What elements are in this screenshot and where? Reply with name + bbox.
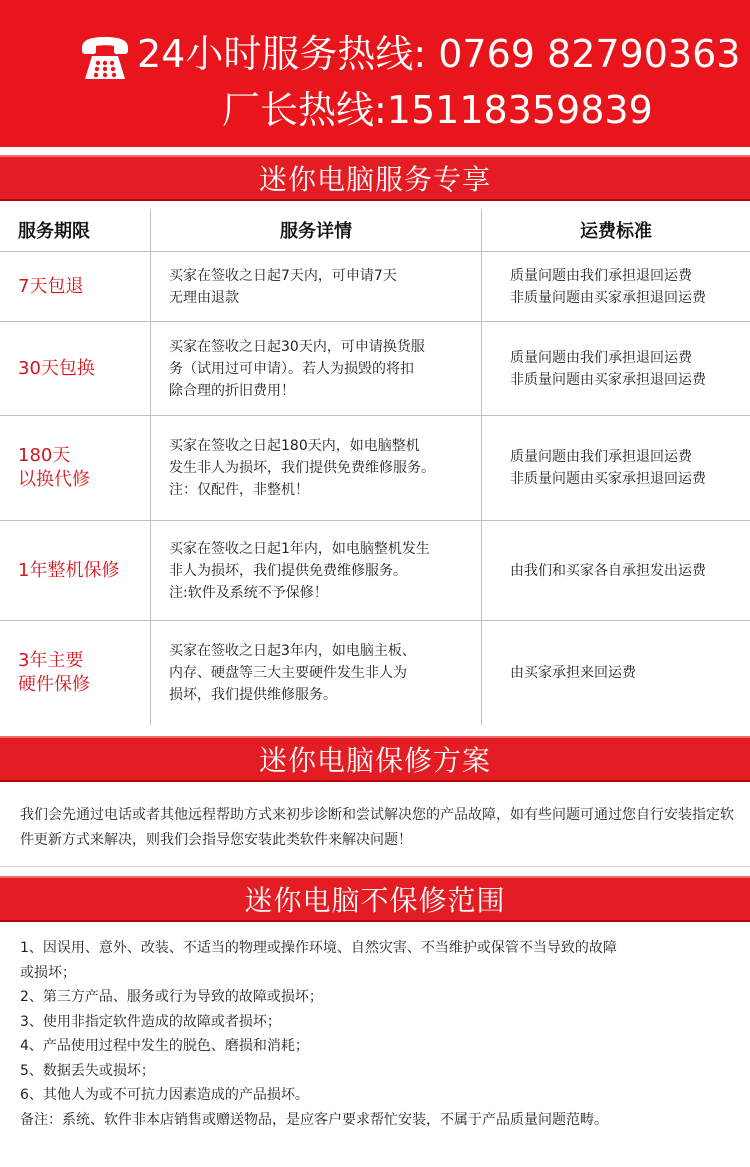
service-table [0, 209, 750, 726]
header-service-detail: 服务详情 [280, 221, 352, 242]
shipping-standard: 由我们和买家各自承担发出运费 [510, 562, 706, 579]
table-row [0, 621, 750, 725]
phone-icon [78, 34, 132, 82]
header-shipping-standard: 运费标准 [580, 221, 652, 242]
shipping-standard: 由买家承担来回运费 [510, 665, 636, 681]
service-term: 3年主要 硬件保修 [18, 650, 90, 695]
warranty-section-title: 迷你电脑保修方案 [258, 744, 491, 777]
exclusion-note: 备注：系统、软件非本店销售或赠送物品，是应客户要求帮忙安装，不属于产品质量问题范畴。 [20, 1111, 608, 1128]
hotline-banner [0, 0, 750, 147]
table-row [0, 521, 750, 620]
hotline-24h-text: 24小时服务热线: 0769 82790363 [137, 32, 741, 76]
list-item: 3、使用非指定软件造成的故障或者损坏； [20, 1013, 281, 1030]
list-item: 4、产品使用过程中发生的脱色、磨损和消耗； [20, 1038, 309, 1054]
table-row [0, 416, 750, 520]
factory-hotline-text: 厂长热线:15118359839 [222, 88, 653, 132]
divider [0, 866, 750, 867]
list-item: 2、第三方产品、服务或行为导致的故障或损坏； [20, 989, 323, 1005]
exclusion-list [20, 936, 740, 1132]
service-term: 30天包换 [18, 357, 95, 379]
service-term: 1年整机保修 [18, 559, 120, 581]
service-detail: 买家在签收之日起30天内，可申请换货服 务（试用过可申请）。若人为损毁的将扣 除合理的折旧费用！ [169, 338, 425, 399]
table-row [0, 252, 750, 321]
header-service-term: 服务期限 [18, 221, 90, 242]
list-item: 6、其他人为或不可抗力因素造成的产品损坏。 [20, 1087, 309, 1103]
service-section-header [0, 155, 750, 201]
service-section-title: 迷你电脑服务专享 [258, 163, 491, 196]
service-term: 7天包退 [18, 275, 84, 297]
service-detail: 买家在签收之日起3年内，如电脑主板、 内存、硬盘等三大主要硬件发生非人为 损坏，我们提供维修服务。 [169, 643, 416, 703]
service-detail: 买家在签收之日起7天内，可申请7天 无理由退款 [169, 267, 397, 306]
exclusion-section-header [0, 876, 750, 922]
list-item: 1、因误用、意外、改装、不适当的物理或操作环境、自然灾害、不当维护或保管不当导致的故障 或损坏； [20, 940, 617, 981]
service-term: 180天 以换代修 [18, 445, 90, 490]
exclusion-section-title: 迷你电脑不保修范围 [244, 884, 506, 917]
shipping-standard: 质量问题由我们承担退回运费 非质量问题由买家承担退回运费 [510, 349, 706, 388]
table-row [0, 322, 750, 415]
service-detail: 买家在签收之日起1年内，如电脑整机发生 非人为损坏，我们提供免费维修服务。 注:软件及系统不予保修！ [169, 540, 430, 601]
shipping-standard: 质量问题由我们承担退回运费 非质量问题由买家承担退回运费 [510, 267, 706, 306]
list-item: 5、数据丢失或损坏； [20, 1062, 155, 1079]
warranty-plan-text: 我们会先通过电话或者其他远程帮助方式来初步诊断和尝试解决您的产品故障，如有些问题可通过您自行安装指定软件更新方式来解决，则我们会指导您安装此类软件来解决问题！ [20, 807, 734, 848]
warranty-section-header [0, 736, 750, 782]
shipping-standard: 质量问题由我们承担退回运费 非质量问题由买家承担退回运费 [510, 449, 706, 487]
service-detail: 买家在签收之日起180天内，如电脑整机 发生非人为损坏，我们提供免费维修服务。 注：仅配件，非整机！ [169, 438, 435, 498]
